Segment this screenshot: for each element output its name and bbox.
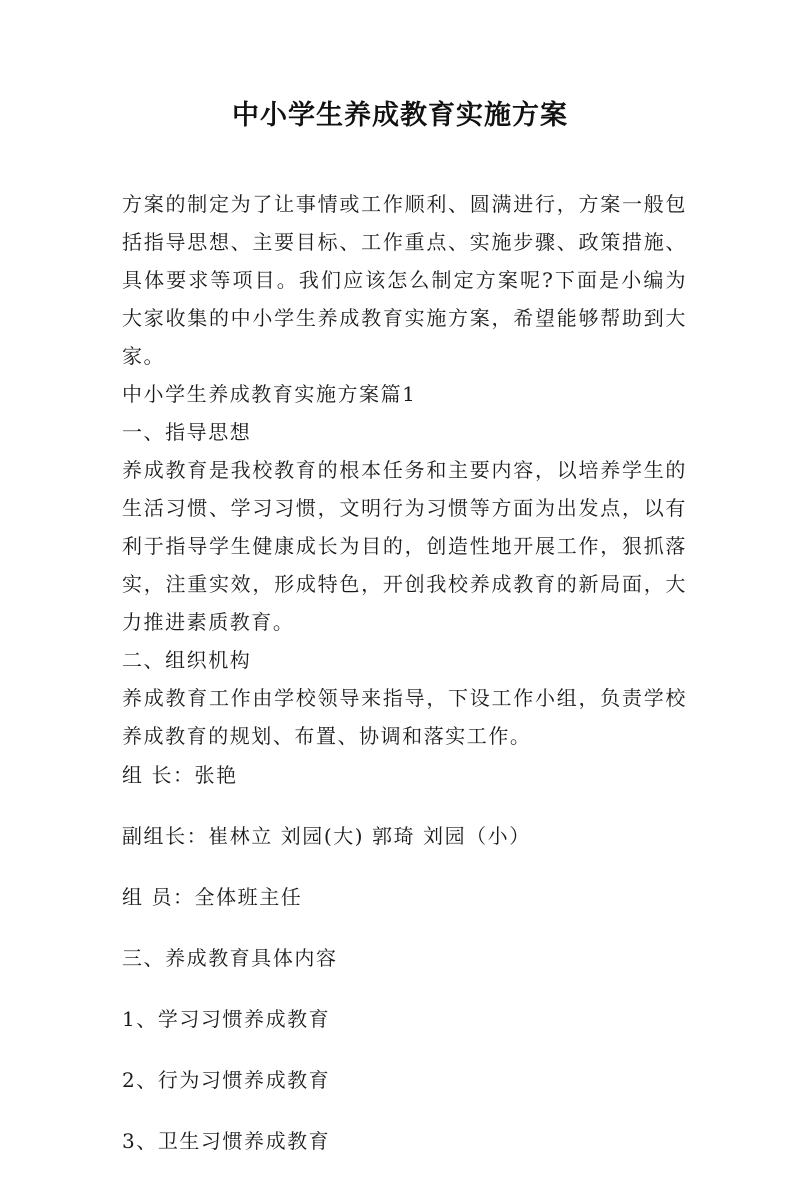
team-vice-leaders: 副组长：崔林立 刘园(大) 郭琦 刘园（小） — [122, 824, 531, 848]
team-leader: 组 长：张艳 — [122, 763, 238, 787]
part3-heading: 三、养成教育具体内容 — [122, 946, 338, 970]
section-title: 中小学生养成教育实施方案篇1 — [122, 382, 417, 406]
team-members: 组 员：全体班主任 — [122, 885, 303, 909]
document-body — [122, 185, 687, 1182]
intro-paragraph: 方案的制定为了让事情或工作顺利、圆满进行，方案一般包括指导思想、主要目标、工作重点、实施步骤、政策措施、具体要求等项目。我们应该怎么制定方案呢?下面是小编为大家收集的中小学生养成教育实施方案，希望能够帮助到大家。 — [122, 192, 687, 368]
document-title: 中小学生养成教育实施方案 — [232, 100, 568, 131]
part1-heading: 一、指导思想 — [122, 420, 252, 444]
list-item: 3、卫生习惯养成教育 — [122, 1129, 331, 1153]
part2-heading: 二、组织机构 — [122, 648, 252, 672]
list-item: 2、行为习惯养成教育 — [122, 1068, 331, 1092]
part2-body: 养成教育工作由学校领导来指导，下设工作小组，负责学校养成教育的规划、布置、协调和落实工作。 — [122, 686, 687, 748]
list-item: 1、学习习惯养成教育 — [122, 1007, 331, 1031]
part1-body: 养成教育是我校教育的根本任务和主要内容，以培养学生的生活习惯、学习习惯，文明行为习惯等方面为出发点，以有利于指导学生健康成长为目的，创造性地开展工作，狠抓落实，注重实效，形成特色，开创我校养成教育的新局面，大力推进素质教育。 — [122, 458, 687, 634]
